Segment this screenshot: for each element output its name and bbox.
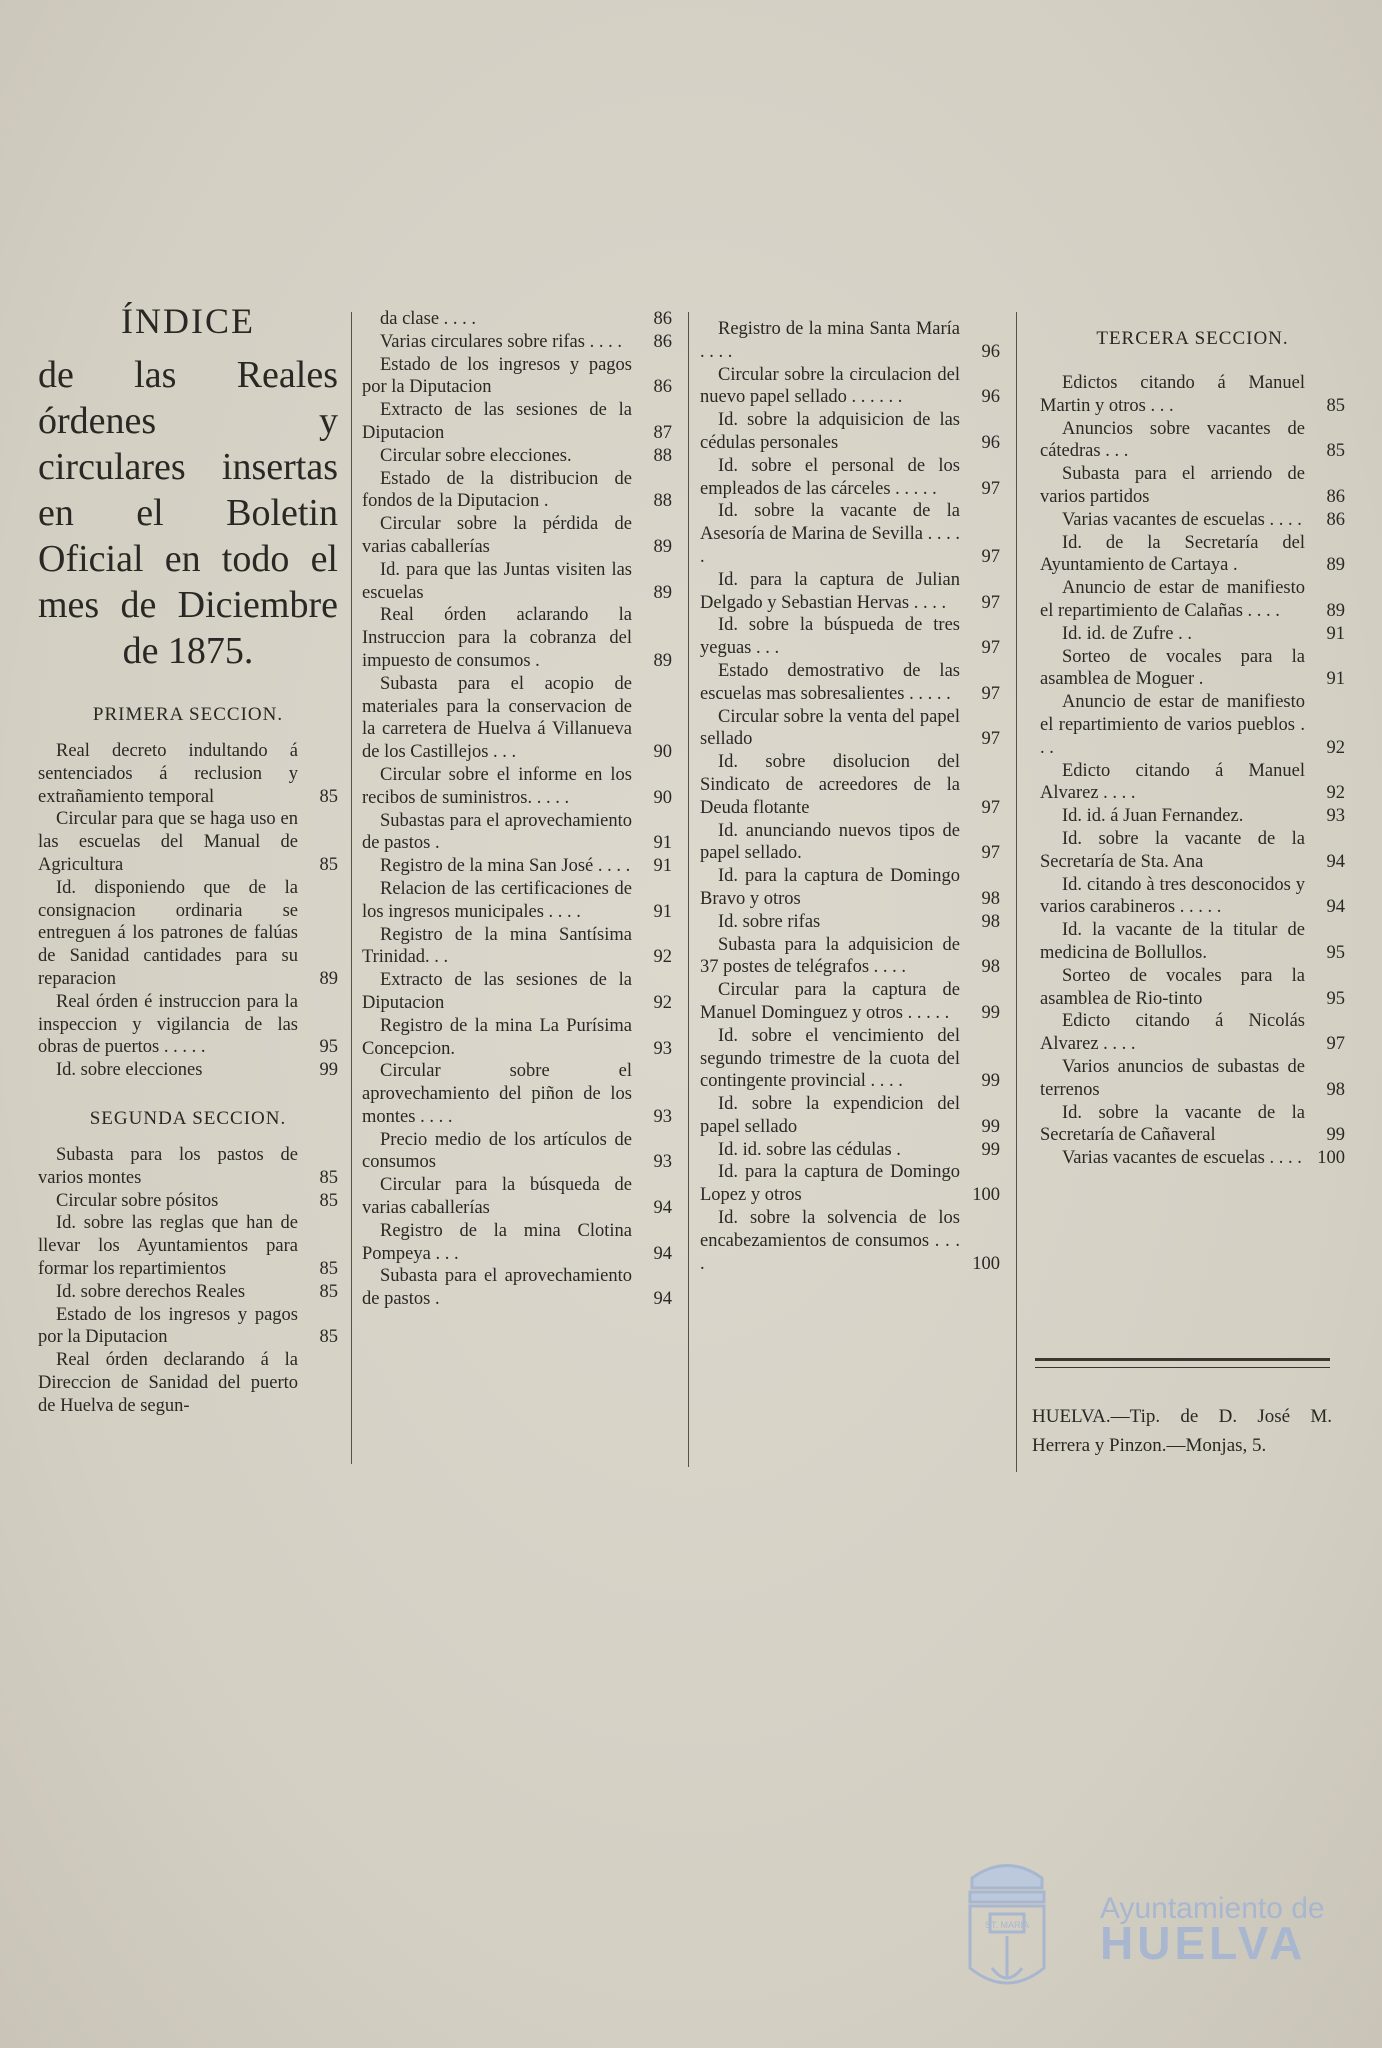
entry-page-number: 91 — [653, 856, 672, 877]
entry-text: Registro de la mina Santísima Trinidad. . . — [362, 924, 632, 968]
entry-text: Real órden declarando á la Direccion de Sanidad del puerto de Huelva de segun- — [38, 1350, 298, 1416]
entry-page-number: 94 — [653, 1289, 672, 1310]
index-entry — [700, 614, 1000, 660]
entry-text: Anuncio de estar de manifiesto el repartimiento de Calañas . . . . — [1040, 578, 1305, 621]
entry-text: Id. de la Secretaría del Ayuntamiento de Cartaya . — [1040, 532, 1305, 576]
entry-page-number: 89 — [653, 536, 672, 557]
entry-text: Varias vacantes de escuelas . . . . — [1062, 1148, 1302, 1169]
entry-page-number: 98 — [1326, 1079, 1345, 1100]
entry-page-number: 94 — [1326, 851, 1345, 872]
entry-text: Subasta para la adquisicion de 37 postes de telégrafos . . . . — [700, 934, 960, 978]
index-entry — [1040, 623, 1345, 646]
index-entry — [38, 1304, 338, 1350]
entry-page-number: 97 — [981, 797, 1000, 818]
entry-page-number: 89 — [1326, 600, 1345, 621]
index-entry — [700, 751, 1000, 819]
index-entry — [362, 468, 672, 514]
index-entry — [362, 308, 672, 331]
entry-page-number: 86 — [1326, 486, 1345, 507]
entry-text: Id. sobre la vacante de la Secretaría de Sta. Ana — [1040, 828, 1305, 872]
entry-page-number: 85 — [1326, 395, 1345, 416]
index-entry — [362, 673, 672, 764]
entry-page-number: 95 — [1326, 942, 1345, 963]
entry-text: Extracto de las sesiones de la Diputacion — [362, 400, 632, 443]
entry-page-number: 96 — [981, 341, 1000, 362]
index-entry — [38, 1349, 338, 1417]
entry-text: Id. sobre la vacante de la Secretaría de Cañaveral — [1040, 1102, 1305, 1146]
double-rule — [1035, 1358, 1330, 1368]
entry-text: Sorteo de vocales para la asamblea de Rio-tinto — [1040, 965, 1305, 1009]
index-entry — [362, 559, 672, 605]
column-divider — [351, 312, 352, 1464]
entry-text: Id. sobre la adquisicion de las cédulas personales — [700, 410, 960, 453]
entry-page-number: 97 — [981, 592, 1000, 613]
index-title: ÍNDICE — [121, 301, 255, 341]
coat-of-arms-seal-icon — [962, 1848, 1052, 2008]
entry-text: Circular para la búsqueda de varias caballerías — [362, 1175, 632, 1219]
entry-text: Circular sobre el informe en los recibos de suministros. . . . . — [362, 764, 632, 808]
index-entry — [38, 991, 338, 1059]
entry-text: da clase . . . . — [380, 309, 477, 329]
entry-page-number: 92 — [1326, 783, 1345, 804]
index-entry — [362, 764, 672, 810]
index-entry — [1040, 1147, 1345, 1170]
index-entry — [1040, 965, 1345, 1011]
column-divider — [688, 312, 689, 1467]
entry-text: Id. sobre las reglas que han de llevar los Ayuntamientos para formar los repartimientos — [38, 1213, 298, 1279]
entry-page-number: 99 — [1326, 1125, 1345, 1146]
index-entry — [1040, 646, 1345, 692]
index-entry — [1040, 874, 1345, 920]
index-entry — [700, 500, 1000, 568]
entry-page-number: 91 — [1326, 623, 1345, 644]
entry-text: Id. id. á Juan Fernandez. — [1062, 806, 1244, 827]
index-entry — [38, 877, 338, 991]
entry-page-number: 90 — [653, 742, 672, 763]
entries-primera — [38, 740, 338, 1082]
entry-page-number: 91 — [1326, 669, 1345, 690]
entry-page-number: 98 — [981, 911, 1000, 932]
index-entry — [362, 1015, 672, 1061]
index-entry — [700, 318, 1000, 364]
entry-text: Edicto citando á Nicolás Alvarez . . . . — [1040, 1011, 1305, 1055]
entry-page-number: 85 — [319, 786, 338, 807]
entry-page-number: 95 — [319, 1037, 338, 1058]
index-entry — [38, 1212, 338, 1280]
index-entry — [700, 1025, 1000, 1093]
index-entry — [362, 1060, 672, 1128]
index-entry — [700, 569, 1000, 615]
entry-page-number: 97 — [981, 843, 1000, 864]
entry-text: Id. sobre elecciones — [56, 1060, 203, 1081]
entry-page-number: 86 — [1326, 509, 1345, 530]
column-divider — [1016, 312, 1017, 1472]
index-entry — [1040, 577, 1345, 623]
entry-page-number: 88 — [653, 445, 672, 466]
entry-text: Circular para que se haga uso en las escuelas del Manual de Agricultura — [38, 809, 298, 875]
entry-text: Id. sobre derechos Reales — [56, 1281, 246, 1302]
watermark-line-2: HUELVA — [1100, 1917, 1307, 1969]
index-entry — [1040, 418, 1345, 464]
entry-page-number: 93 — [653, 1106, 672, 1127]
entry-page-number: 85 — [319, 1258, 338, 1279]
entry-text: Varias vacantes de escuelas . . . . — [1062, 509, 1302, 530]
entry-page-number: 85 — [319, 1167, 338, 1188]
entry-text: Id. para la captura de Domingo Lopez y otros — [700, 1162, 960, 1206]
index-entry — [1040, 919, 1345, 965]
entry-text: Subasta para el arriendo de varios partidos — [1040, 464, 1305, 507]
index-entry — [362, 331, 672, 354]
section-heading-tercera: TERCERA SECCION. — [1096, 328, 1289, 349]
entry-text: Edictos citando á Manuel Martin y otros . . . — [1040, 373, 1305, 416]
entry-text: Id. sobre rifas — [718, 911, 821, 932]
entry-page-number: 99 — [981, 1116, 1000, 1137]
entry-page-number: 100 — [1317, 1148, 1345, 1169]
section-heading-primera: PRIMERA SECCION. — [92, 704, 284, 725]
index-entry — [362, 969, 672, 1015]
entry-page-number: 94 — [1326, 897, 1345, 918]
entry-page-number: 97 — [981, 478, 1000, 499]
entry-text: Id. sobre la solvencia de los encabezamientos de consumos . . . . — [700, 1208, 960, 1274]
entry-text: Id. sobre la búspueda de tres yeguas . . . — [700, 615, 960, 659]
entry-text: Estado de los ingresos y pagos por la Diputacion — [362, 354, 632, 398]
entry-text: Circular sobre la circulacion del nuevo papel sellado . . . . . . — [700, 364, 960, 408]
index-entry — [1040, 463, 1345, 509]
entry-text: Registro de la mina Clotina Pompeya . . . — [362, 1220, 632, 1264]
index-entry — [1040, 372, 1345, 418]
entry-page-number: 85 — [319, 854, 338, 875]
index-entry — [700, 979, 1000, 1025]
entry-text: Real decreto indultando á sentenciados á reclusion y extrañamiento temporal — [38, 741, 298, 807]
entry-text: Id. disponiendo que de la consignacion ordinaria se entreguen á los patrones de falúas de Sanidad cantidades para su reparacion — [38, 877, 298, 989]
entry-text: Id. id. sobre las cédulas . — [718, 1139, 901, 1160]
entry-page-number: 89 — [653, 650, 672, 671]
index-entry — [38, 1144, 338, 1190]
entry-page-number: 92 — [653, 947, 672, 968]
index-entry — [1040, 509, 1345, 532]
index-entry — [700, 706, 1000, 752]
entry-text: Circular sobre elecciones. — [380, 445, 572, 466]
entry-text: Id. para que las Juntas visiten las escuelas — [362, 559, 632, 603]
entry-text: Real órden é instruccion para la inspeccion y vigilancia de las obras de puertos . . . . . — [38, 991, 298, 1058]
column-1 — [38, 300, 338, 1418]
entry-page-number: 99 — [981, 1002, 1000, 1023]
entry-text: Anuncio de estar de manifiesto el repartimiento de varios pueblos . . . — [1040, 692, 1305, 758]
entries-segunda — [38, 1144, 338, 1418]
entry-page-number: 93 — [1326, 806, 1345, 827]
entry-page-number: 97 — [981, 683, 1000, 704]
entry-text: Id. sobre la expendicion del papel sellado — [700, 1094, 960, 1137]
entry-page-number: 100 — [972, 1185, 1000, 1206]
index-entry — [1040, 532, 1345, 578]
entry-text: Subasta para los pastos de varios montes — [38, 1144, 298, 1188]
entry-page-number: 93 — [653, 1038, 672, 1059]
entry-page-number: 94 — [653, 1198, 672, 1219]
entry-page-number: 86 — [653, 377, 672, 398]
entry-page-number: 91 — [653, 901, 672, 922]
entry-page-number: 90 — [653, 787, 672, 808]
entry-page-number: 97 — [981, 546, 1000, 567]
entry-page-number: 93 — [653, 1152, 672, 1173]
index-entry — [362, 855, 672, 878]
index-entry — [1040, 805, 1345, 828]
entry-text: Circular sobre la venta del papel sellado — [700, 706, 960, 750]
index-entry — [38, 1190, 338, 1213]
entry-page-number: 99 — [319, 1060, 338, 1081]
index-entry — [1040, 1056, 1345, 1102]
section-heading-segunda: SEGUNDA SECCION. — [89, 1107, 287, 1129]
index-entry — [700, 911, 1000, 934]
index-entry — [362, 1220, 672, 1266]
entry-page-number: 85 — [319, 1281, 338, 1302]
entry-text: Id. sobre el vencimiento del segundo trimestre de la cuota del contingente provincial . . . . — [700, 1025, 960, 1092]
index-entry — [700, 934, 1000, 980]
entry-text: Registro de la mina La Purísima Concepcion. — [362, 1015, 632, 1059]
index-entry — [362, 354, 672, 400]
entry-text: Varios anuncios de subastas de terrenos — [1040, 1056, 1305, 1100]
index-entry — [700, 865, 1000, 911]
entry-text: Id. anunciando nuevos tipos de papel sellado. — [700, 820, 960, 864]
index-entry — [700, 660, 1000, 706]
entry-text: Estado de los ingresos y pagos por la Diputacion — [38, 1304, 298, 1348]
index-entry — [38, 1281, 338, 1304]
entry-text: Id. id. de Zufre . . — [1062, 623, 1192, 644]
entry-text: Real órden aclarando la Instruccion para la cobranza del impuesto de consumos . — [362, 605, 632, 671]
index-entry — [700, 364, 1000, 410]
index-entry — [1040, 760, 1345, 806]
entry-text: Estado demostrativo de las escuelas mas sobresalientes . . . . . — [700, 660, 960, 704]
entry-page-number: 85 — [1326, 441, 1345, 462]
entry-page-number: 87 — [653, 422, 672, 443]
entries-column-2 — [362, 308, 672, 1311]
entry-text: Circular sobre pósitos — [56, 1190, 219, 1211]
entry-text: Id. la vacante de la titular de medicina de Bollullos. — [1040, 920, 1305, 963]
entry-page-number: 85 — [319, 1327, 338, 1348]
entry-text: Circular para la captura de Manuel Dominguez y otros . . . . . — [700, 980, 960, 1023]
entry-text: Anuncios sobre vacantes de cátedras . . . — [1040, 418, 1305, 462]
index-entry — [700, 455, 1000, 501]
entry-page-number: 94 — [653, 1243, 672, 1264]
index-entry — [1040, 1010, 1345, 1056]
entry-page-number: 86 — [653, 309, 672, 329]
index-entry — [362, 924, 672, 970]
entry-text: Relacion de las certificaciones de los ingresos municipales . . . . — [362, 878, 632, 922]
entry-text: Registro de la mina Santa María . . . . — [700, 319, 960, 362]
index-entry — [362, 810, 672, 856]
entry-page-number: 89 — [1326, 555, 1345, 576]
entry-text: Sorteo de vocales para la asamblea de Moguer . — [1040, 646, 1305, 690]
index-subtitle: de las Reales órdenes y circulares insertas en el Boletin Oficial en todo el mes de Diciembre de 1875. — [38, 354, 338, 672]
entry-text: Id. para la captura de Domingo Bravo y otros — [700, 866, 960, 909]
entry-text: Id. para la captura de Julian Delgado y Sebastian Hervas . . . . — [700, 569, 960, 613]
column-3 — [700, 318, 1000, 1275]
entry-text: Estado de la distribucion de fondos de la Diputacion . — [362, 468, 632, 512]
index-entry — [700, 1161, 1000, 1207]
index-entry — [362, 1129, 672, 1175]
index-entry — [700, 409, 1000, 455]
column-2 — [362, 308, 672, 1311]
index-entry — [362, 445, 672, 468]
index-entry — [362, 399, 672, 445]
entry-page-number: 99 — [981, 1139, 1000, 1160]
entry-page-number: 97 — [981, 729, 1000, 750]
index-entry — [700, 820, 1000, 866]
entry-text: Id. sobre disolucion del Sindicato de acreedores de la Deuda flotante — [700, 752, 960, 818]
entry-text: Varias circulares sobre rifas . . . . — [380, 331, 622, 352]
entries-column-3 — [700, 318, 1000, 1275]
index-entry — [362, 513, 672, 559]
index-entry — [700, 1093, 1000, 1139]
entry-text: Subasta para el aprovechamiento de pastos . — [362, 1266, 632, 1310]
index-entry — [362, 1174, 672, 1220]
entry-page-number: 100 — [972, 1253, 1000, 1274]
seal-text: ST. MARIA — [984, 1920, 1030, 1930]
watermark-line-1: Ayuntamiento de — [1100, 1892, 1325, 1925]
entry-page-number: 95 — [1326, 988, 1345, 1009]
entry-text: Id. citando à tres desconocidos y varios carabineros . . . . . — [1040, 874, 1305, 918]
entry-page-number: 89 — [653, 582, 672, 603]
entry-text: Precio medio de los artículos de consumos — [362, 1129, 632, 1173]
entry-page-number: 85 — [319, 1190, 338, 1211]
index-entry — [1040, 1102, 1345, 1148]
index-entry — [38, 740, 338, 808]
index-entry — [38, 808, 338, 876]
index-entry — [362, 1265, 672, 1311]
entry-page-number: 97 — [981, 638, 1000, 659]
entry-page-number: 89 — [319, 968, 338, 989]
entry-page-number: 88 — [653, 491, 672, 512]
entry-text: Edicto citando á Manuel Alvarez . . . . — [1040, 760, 1305, 804]
entry-text: Registro de la mina San José . . . . — [380, 856, 631, 877]
index-entry — [362, 604, 672, 672]
entry-page-number: 98 — [981, 957, 1000, 978]
entry-page-number: 91 — [653, 833, 672, 854]
column-4 — [1040, 322, 1345, 1170]
index-entry — [38, 1059, 338, 1082]
entry-page-number: 99 — [981, 1071, 1000, 1092]
printer-imprint: HUELVA.—Tip. de D. José M. Herrera y Pinzon.—Monjas, 5. — [1032, 1406, 1332, 1456]
entry-page-number: 96 — [981, 432, 1000, 453]
index-entry — [362, 878, 672, 924]
index-entry — [700, 1207, 1000, 1275]
entry-text: Extracto de las sesiones de la Diputacion — [362, 970, 632, 1013]
entry-text: Circular sobre la pérdida de varias caballerías — [362, 514, 632, 557]
entry-text: Id. sobre la vacante de la Asesoría de Marina de Sevilla . . . . . — [700, 501, 960, 567]
entry-page-number: 96 — [981, 387, 1000, 408]
entry-text: Subastas para el aprovechamiento de pastos . — [362, 810, 632, 854]
entries-column-4 — [1040, 372, 1345, 1170]
entry-text: Subasta para el acopio de materiales para la conservacion de la carretera de Huelva á Villanueva de los Castillejos . . . — [362, 673, 632, 763]
entry-text: Circular sobre el aprovechamiento del piñon de los montes . . . . — [362, 1061, 632, 1127]
entry-page-number: 98 — [981, 888, 1000, 909]
entry-page-number: 92 — [653, 992, 672, 1013]
index-entry — [700, 1139, 1000, 1162]
index-entry — [1040, 828, 1345, 874]
entry-page-number: 86 — [653, 331, 672, 352]
index-entry — [1040, 691, 1345, 759]
watermark-logo — [1100, 1892, 1325, 1969]
entry-text: Id. sobre el personal de los empleados de las cárceles . . . . . — [700, 455, 960, 499]
entry-page-number: 97 — [1326, 1034, 1345, 1055]
entry-page-number: 92 — [1326, 737, 1345, 758]
